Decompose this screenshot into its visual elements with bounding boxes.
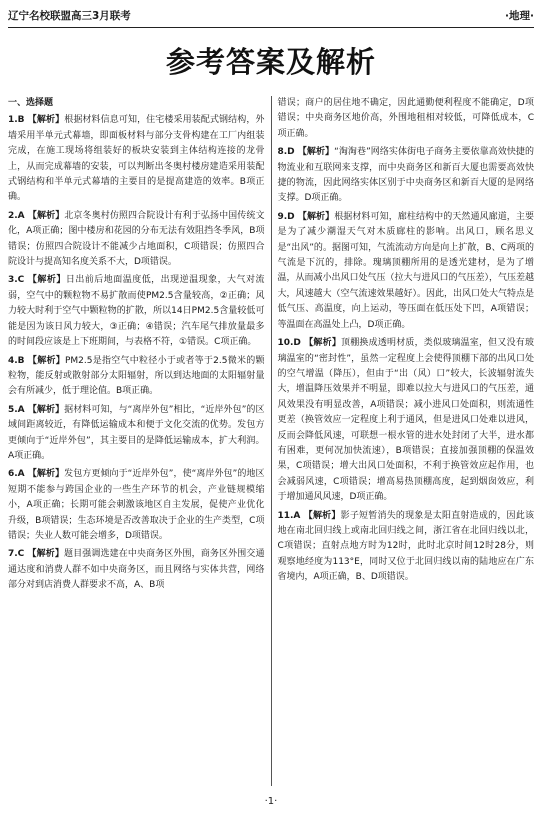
page-number: ·1· [264, 796, 278, 807]
answer-text: 北京冬奥村仿照四合院设计有利于弘扬中国传统文化，A项正确；图中楼房和花园的分布无法有效阻挡冬季风，B项错误；仿照四合院设计不能减少占地面积，C项错误；仿照四合院设计与提高知名度关系不大，D项错误。 [8, 210, 265, 268]
answer-lead: 8.D 【解析】 [277, 147, 335, 158]
answer-item [277, 96, 534, 142]
answer-text: 顶棚换成透明材质，类似玻璃温室，但又没有玻璃温室的“密封性”，虽然一定程度上会使得顶棚下部的出风口处的空气增温（降压），但由于“出（风）口”较大，长波辐射流失大，增温降压效果并不明显，即难以拉大与进风口的气压差，通风效果没有明显改善，A项错误；减小进风口处面积，则流通性更差（换管效应一定程度上利于通风，但是进风口处难以进风，反而会降低风速，可联想一根水管的进水处封闭了大半，进水都有困难，更何况加快流速），B项错误；直接加强顶棚的保温效果，C项错误；增大出风口处面积，不利于换管效应起作用，也会减弱风速，C项错误；增高易热顶棚高度，起到烟囱效应，利于增加通风风速，D项正确。 [277, 338, 534, 503]
column-divider [271, 96, 272, 786]
answer-item [8, 209, 265, 271]
answer-lead: 3.C 【解析】 [8, 275, 66, 286]
answer-item [277, 336, 534, 505]
left-column [8, 96, 265, 786]
answer-body [8, 96, 534, 786]
answer-lead: 1.B 【解析】 [8, 115, 65, 126]
answer-text: 错误；商户的居住地不确定，因此通勤便利程度不能确定，D项错误；中央商务区地价高，外围地租相对较低，可降低成本，C项正确。 [277, 98, 534, 139]
page-title: 参考答案及解析 [165, 45, 376, 79]
section-heading: 一、选择题 [8, 98, 54, 108]
answer-text: 影子短暂消失的现象是太阳直射造成的，因此该地在南北回归线上或南北回归线之间，浙江省在北回归线以北，C项错误；直射点地方时为12时，此时北京时间12时28分，则观察地经度为113°E，同时又位于北回归线以南的陆地应在广东省境内，A项正确，B、D项错误。 [277, 510, 534, 583]
answer-lead: 4.B 【解析】 [8, 355, 65, 366]
answer-lead: 9.D 【解析】 [277, 211, 335, 222]
answer-item [8, 113, 265, 205]
answer-item [8, 273, 265, 350]
page-header [8, 6, 534, 24]
answer-lead: 6.A 【解析】 [8, 469, 65, 480]
answer-item [277, 145, 534, 207]
answer-lead: 7.C 【解析】 [8, 549, 65, 560]
answer-text: PM2.5是指空气中粒径小于或者等于2.5微米的颗粒物，能反射或散射部分太阳辐射，所以到达地面的太阳辐射量会有所减少，低于理论值。B项正确。 [8, 355, 265, 397]
answer-item [8, 354, 265, 400]
answer-lead: 11.A 【解析】 [277, 510, 341, 521]
answer-text: 题目强调选建在中央商务区外围，商务区外围交通通达度和消费人群不如中央商务区，而且网络与实体共营，网络部分对到店消费人群要求不高，A、B项 [8, 549, 265, 591]
answer-item [8, 403, 265, 465]
answer-item [8, 467, 265, 544]
answer-text: 发包方更倾向于“近岸外包”，使“离岸外包”的地区短期不能参与跨国企业的一些生产环节的机会，产业链规模缩小，A项正确；长期可能会刺激该地区自主发展，促使产业优化升级，B项错误；生态环境是否改善取决于企业的生产类型，C项错误；失业人数可能会增多，D项错误。 [8, 469, 265, 541]
answer-item [277, 210, 534, 333]
answer-text: 据材料可知，与“离岸外包”相比，“近岸外包”的区域间距离较近，有降低运输成本和便于文化交流的优势。发包方更倾向于“近岸外包”，其主要目的是降低运输成本，扩大利润。A项正确。 [8, 404, 265, 461]
answer-text: “淘淘巷”网络实体街电子商务主要依靠高效快捷的物流业和互联网来支撑，而中央商务区和新百大厦也需要高效快捷的物流，因此网络实体区别于中央商务区和新百大厦的是网络支撑。D项正确。 [277, 147, 534, 204]
answer-text: 根据材料信息可知，住宅楼采用装配式钢结构，外墙采用半单元式幕墙，即面板材料与部分支骨构建在工厂内组装完成，在施工现场将组装好的板块安装到主体结构连接的龙骨上，从而完成幕墙的安装，可以判断出冬奥村楼房建造采用装配式钢结构和半单元式幕墙的主要目的是提高建造的效率。B项正确。 [8, 115, 265, 203]
right-column [277, 96, 534, 786]
answer-item [277, 509, 534, 586]
exam-name: 辽宁名校联盟高三3月联考 [8, 9, 131, 22]
answer-text: 日出前后地面温度低，出现逆温现象，大气对流弱，空气中的颗粒物不易扩散而使PM2.5含量较高，②正确；风力较大时利于空气中颗粒物的扩散，所以14日PM2.5含量较低可能是因为该日风力较大，③正确；④错误；汽车尾气排放量最多的时间段应该是上下班期间，与表格不符，①错误。C项正确。 [8, 275, 265, 348]
answer-lead: 5.A 【解析】 [8, 404, 65, 415]
subject-label: ·地理· [505, 9, 534, 22]
answer-lead: 10.D 【解析】 [277, 338, 342, 349]
answer-lead: 2.A 【解析】 [8, 210, 65, 221]
answer-text: 根据材料可知，廊柱结构中的天然通风廊道，主要是为了减少潮湿天气对木质廊柱的影响。出风口，顾名思义是“出风”的。据图可知，气流流动方向是向上扩散，B、C两项的气流是下沉的，排除。瑰璃顶棚所用的是透光建材，是为了增温，从而减小出风口处气压（拉大与进风口的气压差），气压差越大，风速越大（空气流速效果越好）。因此，出风口处大气特点是低气压、高温度，向上运动，等压面在低压处下凹，A项错误；等温面在高温处上凸，D项正确。 [277, 211, 534, 330]
header-divider [8, 27, 534, 28]
answer-item [8, 547, 265, 593]
